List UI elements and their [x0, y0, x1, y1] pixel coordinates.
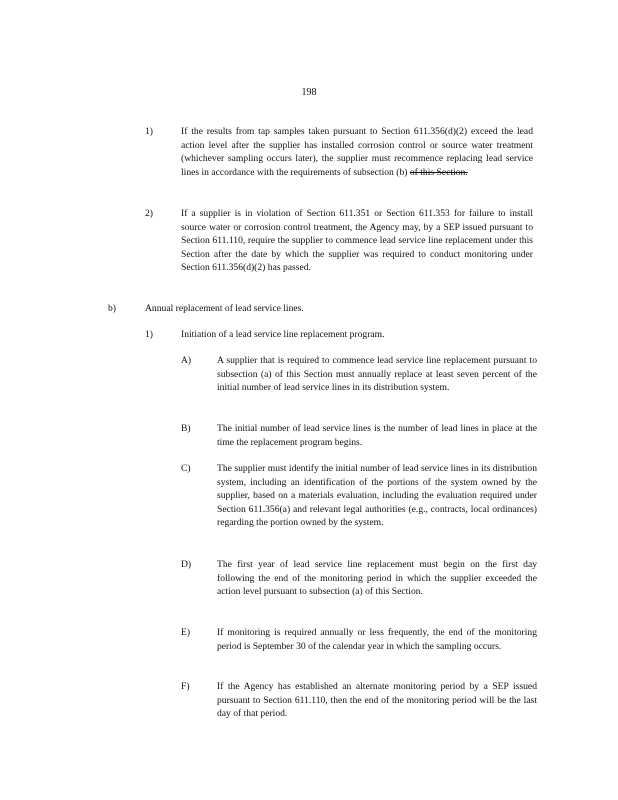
paragraph-body: If the results from tap samples taken pursuant to Section 611.356(d)(2) exceed the lead action level after the supplier has installed corrosion control or source water treatment (whichever sampling occurs later), the supplier must recommence replacing lead service lines in accordance with the requirements of subsection (b)	[181, 126, 533, 178]
paragraph-label: 1)	[145, 126, 153, 137]
paragraph-text: The first year of lead service line replacement must begin on the first day following the end of the monitoring period in which the supplier exceeded the action level pursuant to subsection (a) of this Section.	[217, 559, 537, 598]
paragraph-label: 2)	[145, 208, 153, 219]
paragraph-text: Initiation of a lead service line replacement program.	[181, 329, 385, 340]
paragraph-text: The supplier must identify the initial number of lead service lines in its distribution system, including an identification of the portions of the system owned by the supplier, based on a materials evaluation, including the evaluation required under Section 611.356(a) and relevant legal authorities (e.g., contracts, local ordinances) regarding the portion owned by the system.	[217, 463, 537, 529]
page-number: 198	[301, 87, 317, 98]
paragraph-text	[181, 125, 533, 179]
paragraph-label: C)	[181, 463, 191, 474]
paragraph-text: The initial number of lead service lines is the number of lead lines in place at the time the replacement program begins.	[217, 423, 537, 448]
paragraph-label: F)	[181, 681, 190, 692]
subsection-label: b)	[108, 303, 116, 314]
paragraph-label: E)	[181, 627, 191, 638]
subsection-heading: Annual replacement of lead service lines.	[145, 303, 304, 314]
paragraph-label: B)	[181, 423, 191, 434]
paragraph-label: A)	[181, 355, 192, 366]
paragraph-text: If the Agency has established an alternate monitoring period by a SEP issued pursuant to Section 611.110, then the end of the monitoring period will be the last day of that period.	[217, 681, 537, 720]
struck-text: of this Section.	[409, 166, 468, 178]
paragraph-label: 1)	[145, 329, 153, 340]
paragraph-text: A supplier that is required to commence lead service line replacement pursuant to subsection (a) of this Section must annually replace at least seven percent of the initial number of lead service lines in its distribution system.	[217, 355, 537, 394]
paragraph-text: If a supplier is in violation of Section 611.351 or Section 611.353 for failure to install source water or corrosion control treatment, the Agency may, by a SEP issued pursuant to Section 611.110, require the supplier to commence lead service line replacement under this Section after the date by which the supplier was required to conduct monitoring under Section 611.356(d)(2) has passed.	[181, 208, 533, 274]
paragraph-text: If monitoring is required annually or less frequently, the end of the monitoring period is September 30 of the calendar year in which the sampling occurs.	[217, 627, 537, 652]
paragraph-label: D)	[181, 559, 192, 570]
